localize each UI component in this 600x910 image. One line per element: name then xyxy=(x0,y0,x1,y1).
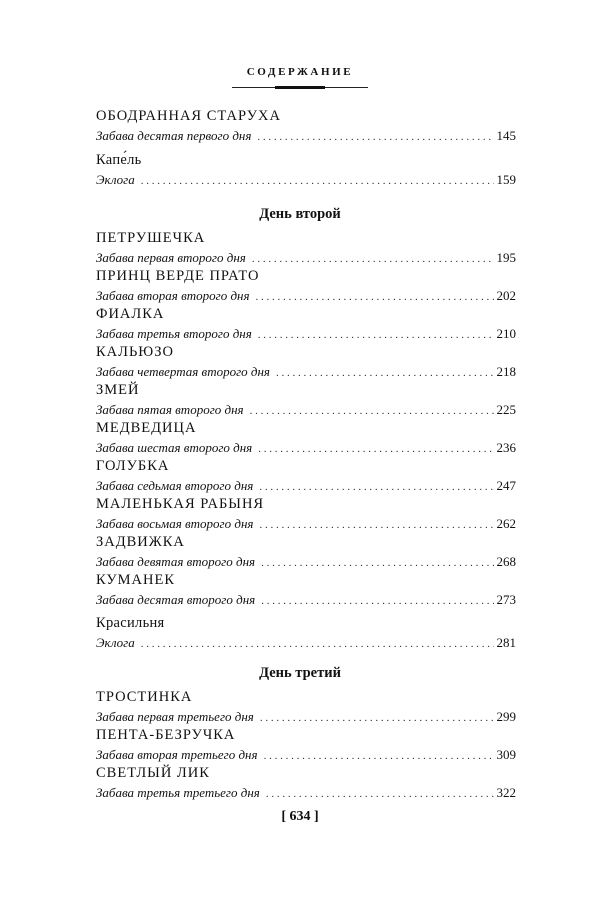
entry-page-number: 273 xyxy=(496,592,516,607)
toc-group-day-two xyxy=(96,229,516,652)
dot-leader xyxy=(141,172,494,191)
dot-leader xyxy=(266,785,494,804)
toc-entry[interactable] xyxy=(96,151,516,189)
dot-leader xyxy=(257,128,493,147)
entry-title: ЗМЕЙ xyxy=(96,382,140,398)
entry-subtitle: Эклога xyxy=(96,172,135,187)
toc-entry[interactable] xyxy=(96,764,516,802)
toc-entry[interactable] xyxy=(96,381,516,419)
entry-subtitle-line xyxy=(96,633,516,652)
dot-leader xyxy=(259,478,493,497)
entry-page-number: 236 xyxy=(496,440,516,455)
entry-title: МЕДВЕДИЦА xyxy=(96,420,197,436)
entry-title: ЗАДВИЖКА xyxy=(96,534,185,550)
entry-subtitle-line xyxy=(96,783,516,802)
toc-entry[interactable] xyxy=(96,726,516,764)
entry-subtitle: Забава четвертая второго дня xyxy=(96,364,270,379)
entry-title: ГОЛУБКА xyxy=(96,458,170,474)
dot-leader xyxy=(256,288,494,307)
section-heading-day-three: День третий xyxy=(259,665,341,681)
entry-subtitle-line xyxy=(96,362,516,381)
toc-entry[interactable] xyxy=(96,419,516,457)
entry-page-number: 210 xyxy=(496,326,516,341)
entry-subtitle-line xyxy=(96,286,516,305)
dot-leader xyxy=(261,592,493,611)
entry-title: КУМАНЕК xyxy=(96,572,176,588)
entry-subtitle-line xyxy=(96,590,516,609)
entry-title: ОБОДРАННАЯ СТАРУХА xyxy=(96,108,281,124)
entry-page-number: 202 xyxy=(496,288,516,303)
entry-page-number: 262 xyxy=(496,516,516,531)
toc-entry[interactable] xyxy=(96,267,516,305)
entry-page-number: 299 xyxy=(496,709,516,724)
page-number: [ 634 ] xyxy=(281,809,319,824)
toc-entry[interactable] xyxy=(96,495,516,533)
dot-leader xyxy=(250,402,494,421)
toc-entry[interactable] xyxy=(96,571,516,609)
entry-title: ПЕНТА-БЕЗРУЧКА xyxy=(96,727,236,743)
entry-page-number: 145 xyxy=(496,128,516,143)
dot-leader xyxy=(258,326,494,345)
toc-entry[interactable] xyxy=(96,614,516,652)
toc-group-first-day-end xyxy=(96,107,516,189)
dot-leader xyxy=(264,747,494,766)
dot-leader xyxy=(259,516,493,535)
entry-subtitle-line xyxy=(96,476,516,495)
toc-entry[interactable] xyxy=(96,305,516,343)
entry-subtitle-line xyxy=(96,400,516,419)
entry-subtitle: Забава седьмая второго дня xyxy=(96,478,254,493)
entry-subtitle: Забава третья третьего дня xyxy=(96,785,260,800)
toc-entry[interactable] xyxy=(96,688,516,726)
entry-page-number: 225 xyxy=(496,402,516,417)
toc-entry[interactable] xyxy=(96,107,516,145)
entry-subtitle-line xyxy=(96,707,516,726)
entry-subtitle-line xyxy=(96,552,516,571)
entry-subtitle: Забава вторая второго дня xyxy=(96,288,250,303)
entry-subtitle: Забава первая второго дня xyxy=(96,250,246,265)
entry-page-number: 281 xyxy=(496,635,516,650)
toc-group-day-three xyxy=(96,688,516,802)
entry-title: МАЛЕНЬКАЯ РАБЫНЯ xyxy=(96,496,265,512)
entry-subtitle-line xyxy=(96,170,516,189)
entry-subtitle-line xyxy=(96,126,516,145)
entry-title: ПЕТРУШЕЧКА xyxy=(96,230,206,246)
section-heading-day-two: День второй xyxy=(259,206,341,222)
toc-entry[interactable] xyxy=(96,457,516,495)
entry-page-number: 247 xyxy=(496,478,516,493)
entry-subtitle-line xyxy=(96,248,516,267)
entry-subtitle: Забава десятая первого дня xyxy=(96,128,252,143)
entry-title: Капе́ль xyxy=(96,152,142,168)
entry-subtitle: Забава девятая второго дня xyxy=(96,554,256,569)
entry-subtitle-line xyxy=(96,438,516,457)
dot-leader xyxy=(260,709,494,728)
toc-entry[interactable] xyxy=(96,533,516,571)
entry-page-number: 322 xyxy=(496,785,516,800)
entry-subtitle: Забава пятая второго дня xyxy=(96,402,244,417)
dot-leader xyxy=(261,554,493,573)
entry-title: СВЕТЛЫЙ ЛИК xyxy=(96,765,210,781)
dot-leader xyxy=(252,250,494,269)
entry-page-number: 309 xyxy=(496,747,516,762)
entry-subtitle: Забава шестая второго дня xyxy=(96,440,253,455)
entry-subtitle-line xyxy=(96,745,516,764)
running-head: СОДЕРЖАНИЕ xyxy=(246,66,354,78)
dot-leader xyxy=(141,635,494,654)
entry-subtitle: Эклога xyxy=(96,635,135,650)
entry-title: ТРОСТИНКА xyxy=(96,689,193,705)
entry-page-number: 218 xyxy=(496,364,516,379)
toc-entry[interactable] xyxy=(96,343,516,381)
entry-subtitle: Забава вторая третьего дня xyxy=(96,747,258,762)
entry-subtitle-line xyxy=(96,324,516,343)
dot-leader xyxy=(276,364,494,383)
header-rule xyxy=(232,87,368,88)
entry-title: ПРИНЦ ВЕРДЕ ПРАТО xyxy=(96,268,260,284)
entry-subtitle-line xyxy=(96,514,516,533)
entry-subtitle: Забава первая третьего дня xyxy=(96,709,254,724)
toc-entry[interactable] xyxy=(96,229,516,267)
entry-page-number: 159 xyxy=(496,172,516,187)
dot-leader xyxy=(258,440,493,459)
entry-title: Красильня xyxy=(96,615,165,631)
entry-page-number: 268 xyxy=(496,554,516,569)
entry-title: ФИАЛКА xyxy=(96,306,165,322)
entry-subtitle: Забава третья второго дня xyxy=(96,326,252,341)
entry-subtitle: Забава десятая второго дня xyxy=(96,592,256,607)
entry-subtitle: Забава восьмая второго дня xyxy=(96,516,254,531)
entry-title: КАЛЬЮЗО xyxy=(96,344,174,360)
entry-page-number: 195 xyxy=(496,250,516,265)
